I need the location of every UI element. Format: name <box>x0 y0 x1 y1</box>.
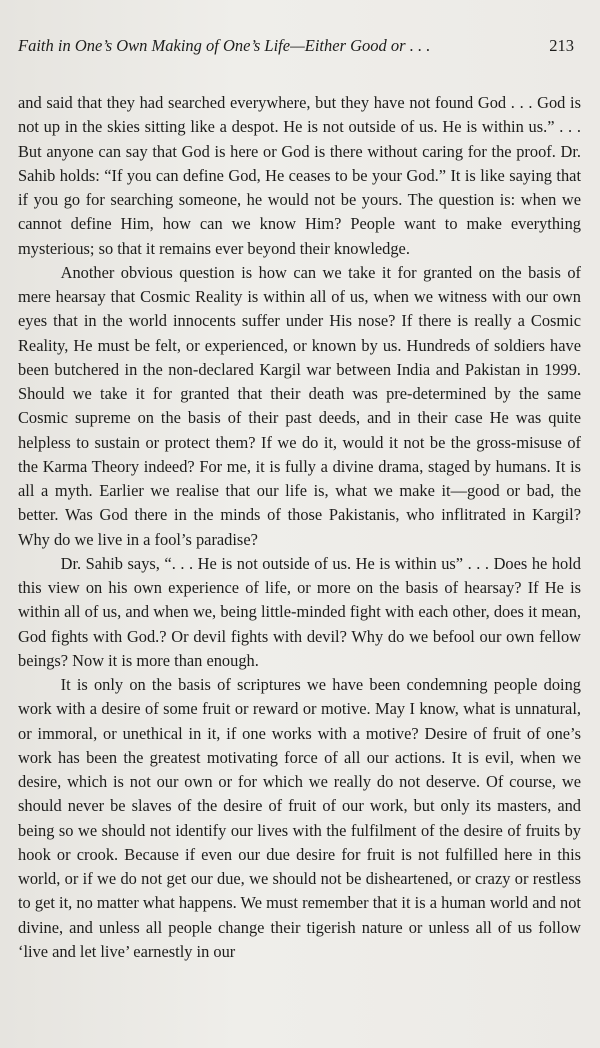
paragraph-1: and said that they had searched everywhere, but they have not found God . . . God is not up in the skies sitting like a despot. He is not outside of us. He is within us.” . . . But anyone can say that God is here or God is there without caring for the proof. Dr. Sahib holds: “If you can define God, He ceases to be your God.” It is like saying that if you go for searching someone, he would not be yours. The question is: when we cannot define Him, how can we know Him? People want to make everything mysterious; so that it remains ever beyond their knowledge. <box>18 93 581 258</box>
page-number: 213 <box>549 36 574 55</box>
page-header <box>18 36 574 56</box>
paragraph-2: Another obvious question is how can we take it for granted on the basis of mere hearsay that Cosmic Reality is within all of us, when we witness with our own eyes that in the world innocents suffer under His nose? If there is really a Cosmic Reality, He must be felt, or experienced, or known by us. Hundreds of soldiers have been butchered in the non-declared Kargil war between India and Pakistan in 1999. Should we take it for granted that their death was pre-determined by the same Cosmic supreme on the basis of their past deeds, and in their case He was quite helpless to sustain or protect them? If we do it, would it not be the gross-misuse of the Karma Theory indeed? For me, it is fully a divine drama, staged by humans. It is all a myth. Earlier we realise that our life is, what we make it—good or bad, the better. Was God there in the minds of those Pakistanis, who inflitrated in Kargil? Why do we live in a fool’s paradise? <box>18 262 581 549</box>
running-head: Faith in One’s Own Making of One’s Life—Either Good or . . . <box>18 36 431 55</box>
page-body <box>18 91 581 964</box>
paragraph-3: Dr. Sahib says, “. . . He is not outside of us. He is within us” . . . Does he hold this view on his own experience of life, or more on the basis of hearsay? If He is within all of us, and when we, being little-minded fight with each other, does it mean, God fights with God.? Or devil fights with devil? Why do we befool our own fellow beings? Now it is more than enough. <box>18 553 581 670</box>
paragraph-4: It is only on the basis of scriptures we have been condemning people doing work with a desire of some fruit or reward or motive. May I know, what is unnatural, or immoral, or unethical in it, if one works with a motive? Desire of fruit of one’s work has been the greatest motivating force of all our actions. It is evil, when we desire, which is not our own or for which we really do not deserve. Of course, we should never be slaves of the desire of fruit of our work, but only its masters, and being so we should not identify our lives with the fulfilment of the desire of fruits by hook or crook. Because if even our due desire for fruit is not fulfilled here in this world, or if we do not get our due, we should not be disheartened, or crazy or restless to get it, no matter what happens. We must remember that it is a human world and not divine, and unless all people change their tigerish nature or unless all of us follow ‘live and let live’ earnestly in our <box>18 675 581 961</box>
